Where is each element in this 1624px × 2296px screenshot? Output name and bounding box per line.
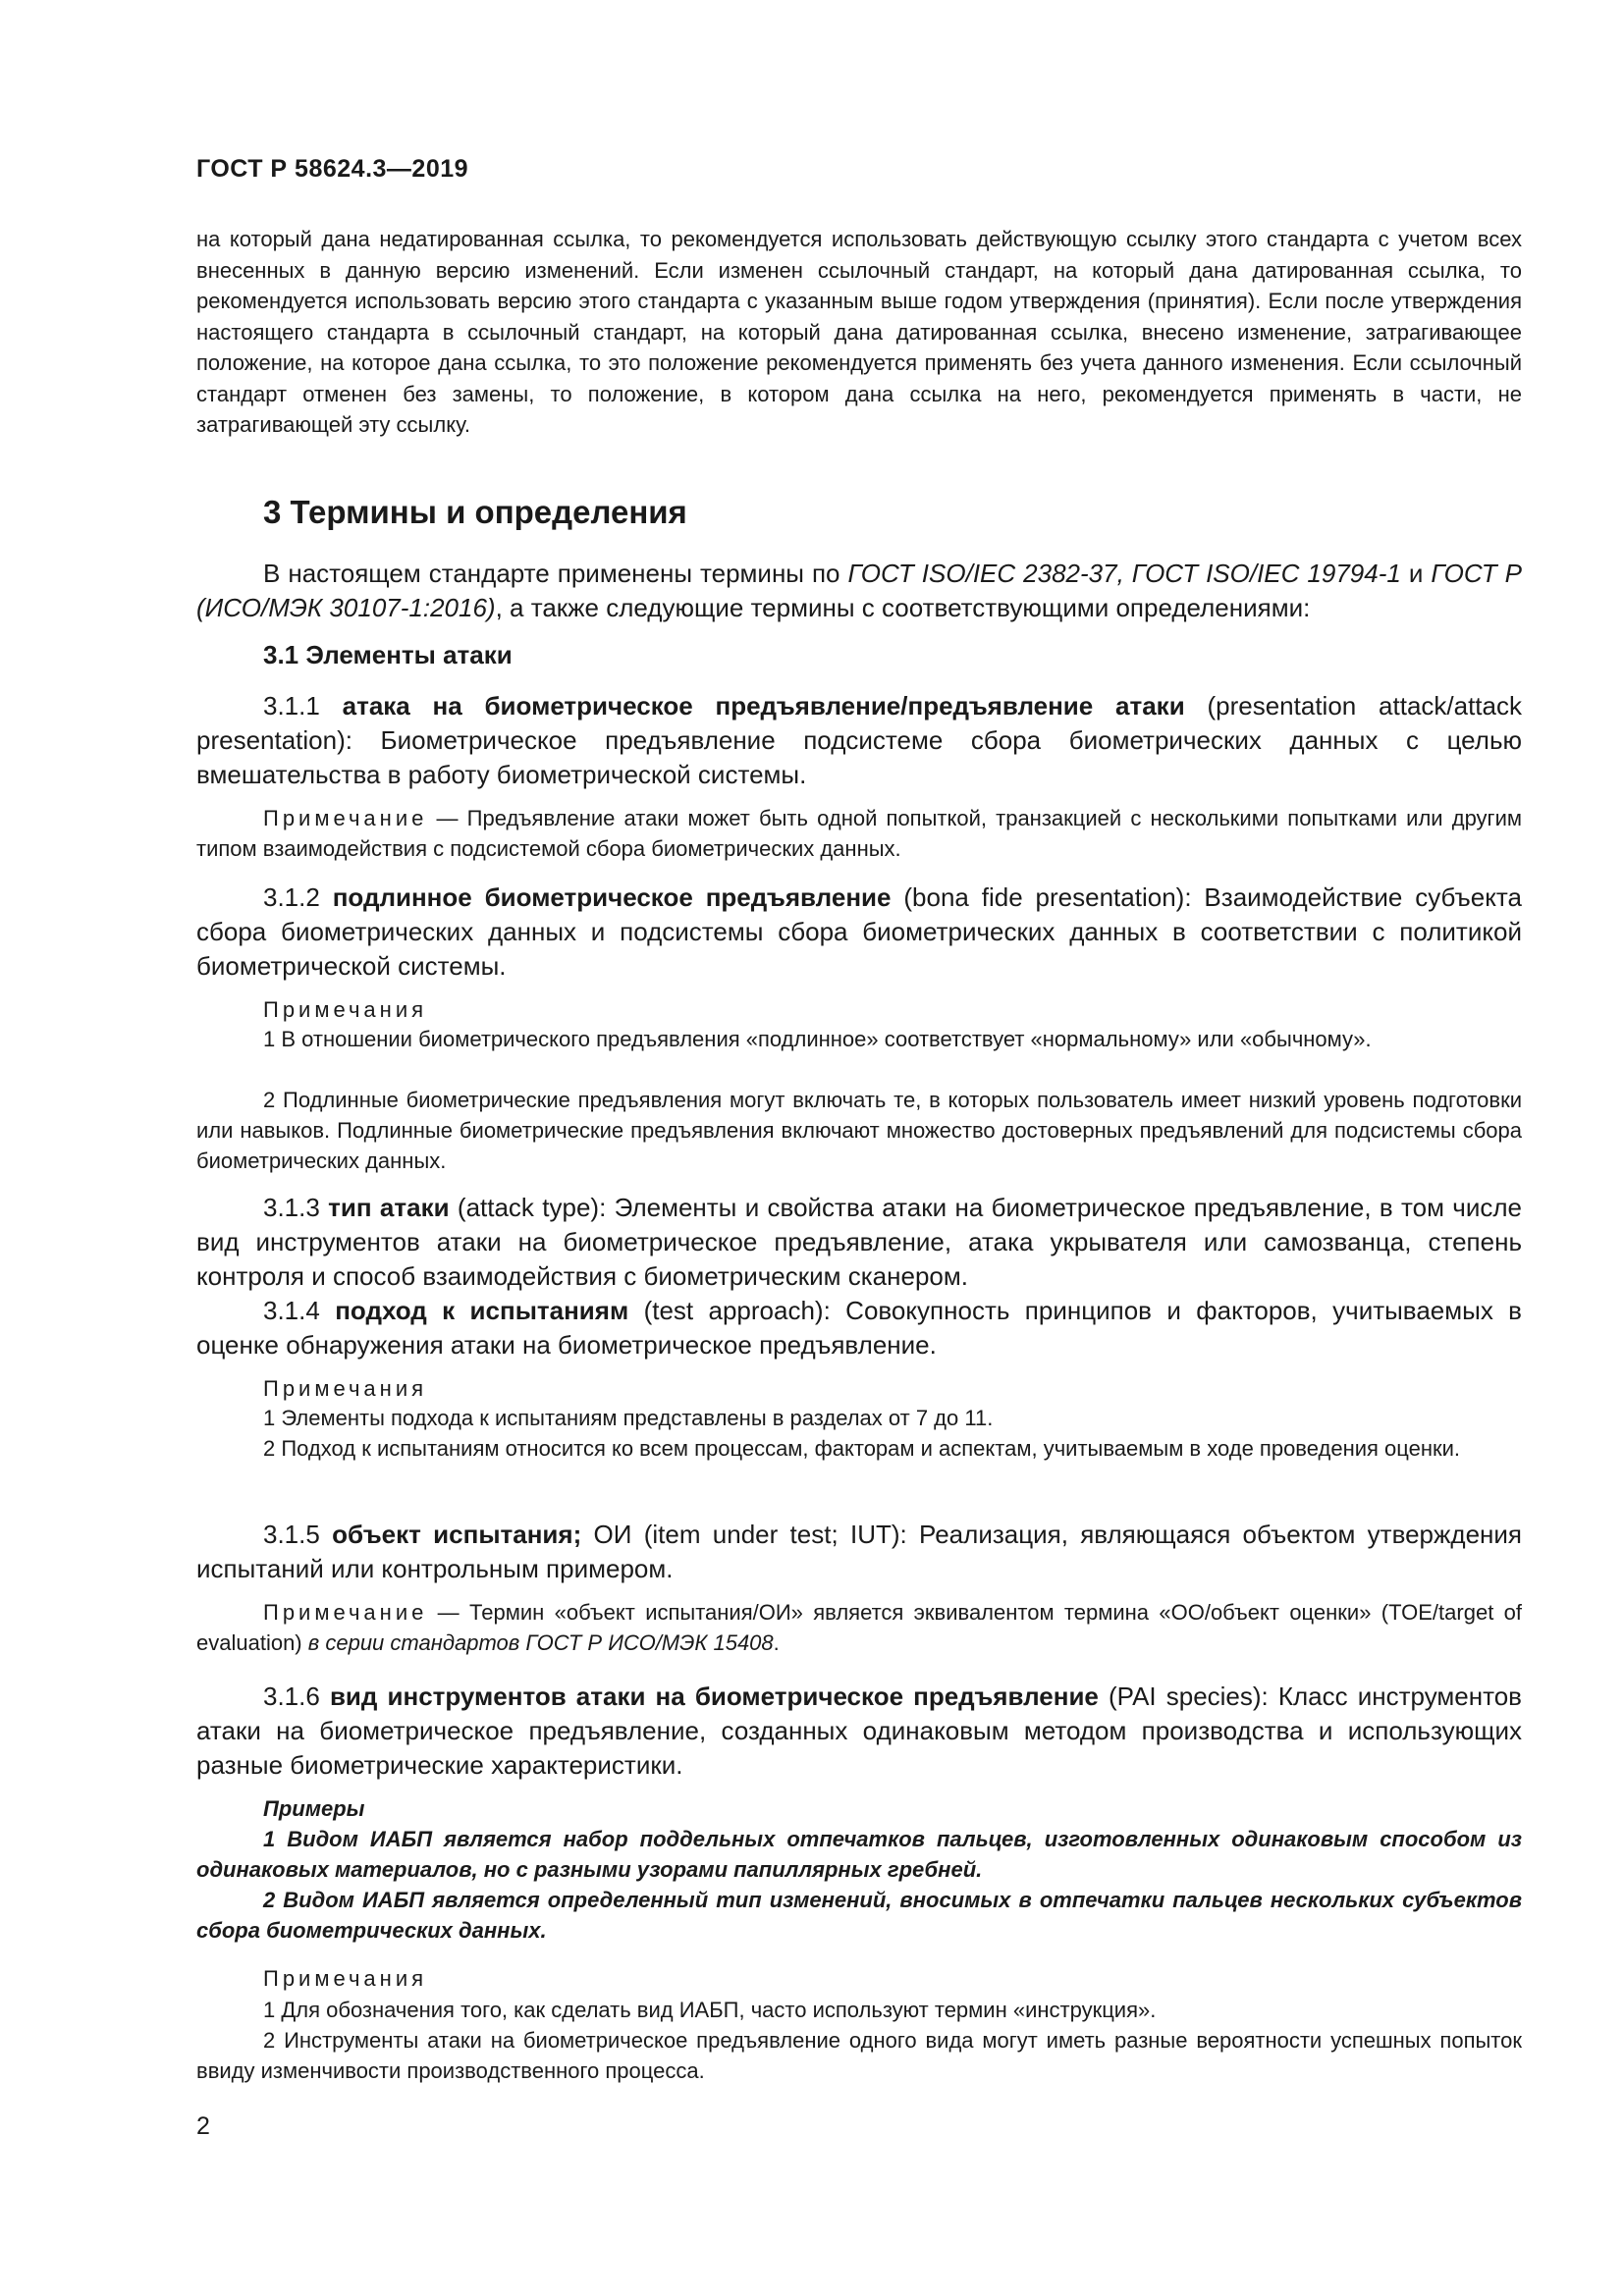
term-3-1-3 bbox=[196, 1191, 1522, 1294]
term-3-1-4-notes-label: Примечания bbox=[263, 1376, 428, 1401]
term-3-1-6 bbox=[196, 1680, 1522, 1783]
term-number: 3.1.3 bbox=[263, 1193, 329, 1222]
note-label: Примечание bbox=[263, 1600, 428, 1625]
term-3-1-1 bbox=[196, 689, 1522, 792]
term-name: вид инструментов атаки на биометрическое предъявление bbox=[329, 1682, 1099, 1711]
term-3-1-6-note-2: 2 Инструменты атаки на биометрическое предъявление одного вида могут иметь разные вероятности успешных попыток ввиду изменчивости производственного процесса. bbox=[196, 2028, 1522, 2083]
note-text: — Термин «объект испытания/ОИ» является эквивалентом термина «ОО/объект оценки» (TOE/target of evaluation) bbox=[196, 1600, 1522, 1655]
section-intro-and: и bbox=[1400, 559, 1432, 588]
term-definition: (test approach): Совокупность принципов и факторов, учитываемых в оценке обнаружения атаки на биометрическое предъявление. bbox=[196, 1296, 1522, 1360]
section-intro-lead: В настоящем стандарте применены термины по bbox=[263, 559, 848, 588]
term-3-1-2 bbox=[196, 881, 1522, 984]
term-name: тип атаки bbox=[328, 1193, 450, 1222]
term-3-1-5-note bbox=[196, 1597, 1522, 1658]
term-definition: (bona fide presentation): Взаимодействие субъекта сбора биометрических данных и подсистемы сбора биометрических данных в соответствии с политикой биометрической системы. bbox=[196, 882, 1522, 981]
term-definition: (presentation attack/attack presentation): Биометрическое предъявление подсистеме сбора биометрических данных с целью вмешательства в работу биометрической системы. bbox=[196, 691, 1522, 789]
term-name: подход к испытаниям bbox=[335, 1296, 629, 1325]
note-label: Примечание bbox=[263, 806, 428, 830]
term-3-1-5 bbox=[196, 1518, 1522, 1586]
term-3-1-4 bbox=[196, 1294, 1522, 1362]
term-name: объект испытания; bbox=[332, 1520, 582, 1549]
term-3-1-2-note-2: 2 Подлинные биометрические предъявления могут включать те, в которых пользователь имеет низкий уровень подготовки или навыков. Подлинные биометрические предъявления включают множество достоверных предъявлений для подсистемы сбора биометрических данных. bbox=[196, 1088, 1522, 1173]
term-number: 3.1.1 bbox=[263, 691, 343, 721]
section-intro bbox=[196, 557, 1522, 625]
term-3-1-2-note-1: 1 В отношении биометрического предъявления «подлинное» соответствует «нормальному» или «обычному». bbox=[263, 1027, 1372, 1051]
term-definition: (PAI species): Класс инструментов атаки на биометрическое предъявление, созданных одинаковым методом производства и использующих разные биометрические характеристики. bbox=[196, 1682, 1522, 1780]
section-intro-ref2: ГОСТ Р (ИСО/МЭК 30107-1:2016) bbox=[196, 559, 1522, 622]
page-number: 2 bbox=[196, 2112, 210, 2140]
term-number: 3.1.2 bbox=[263, 882, 333, 912]
term-3-1-6-examples-label: Примеры bbox=[263, 1796, 365, 1821]
term-3-1-6-example-2: 2 Видом ИАБП является определенный тип изменений, вносимых в отпечатки пальцев нескольких субъектов сбора биометрических данных. bbox=[196, 1888, 1522, 1943]
term-number: 3.1.5 bbox=[263, 1520, 333, 1549]
term-name: атака на биометрическое предъявление/предъявление атаки bbox=[342, 691, 1185, 721]
term-3-1-2-notes-label: Примечания bbox=[263, 997, 428, 1022]
term-name: подлинное биометрическое предъявление bbox=[332, 882, 892, 912]
term-3-1-6-example-1: 1 Видом ИАБП является набор поддельных отпечатков пальцев, изготовленных одинаковым способом из одинаковых материалов, но с разными узорами папиллярных гребней. bbox=[196, 1827, 1522, 1882]
note-text: — Предъявление атаки может быть одной попыткой, транзакцией с несколькими попытками или другим типом взаимодействия с подсистемой сбора биометрических данных. bbox=[196, 806, 1522, 861]
term-3-1-4-note-2: 2 Подход к испытаниям относится ко всем процессам, факторам и аспектам, учитываемым в ходе проведения оценки. bbox=[263, 1436, 1461, 1461]
section-title: 3 Термины и определения bbox=[263, 494, 687, 530]
term-3-1-1-note bbox=[196, 803, 1522, 864]
term-3-1-6-note-1: 1 Для обозначения того, как сделать вид ИАБП, часто используют термин «инструкция». bbox=[263, 1998, 1157, 2022]
term-3-1-4-note-1: 1 Элементы подхода к испытаниям представлены в разделах от 7 до 11. bbox=[263, 1406, 994, 1430]
section-intro-tail: , а также следующие термины с соответствующими определениями: bbox=[495, 593, 1311, 622]
term-3-1-6-notes-label: Примечания bbox=[263, 1966, 428, 1991]
document-header: ГОСТ Р 58624.3—2019 bbox=[196, 155, 469, 183]
subsection-title: 3.1 Элементы атаки bbox=[263, 640, 513, 669]
term-definition: ОИ (item under test; IUT): Реализация, являющаяся объектом утверждения испытаний или контрольным примером. bbox=[196, 1520, 1522, 1583]
term-number: 3.1.4 bbox=[263, 1296, 336, 1325]
term-definition: (attack type): Элементы и свойства атаки на биометрическое предъявление, в том числе вид инструментов атаки на биометрическое предъявление, атака укрывателя или самозванца, степень контроля и способ взаимодействия с биометрическим сканером. bbox=[196, 1193, 1523, 1291]
note-italic: в серии стандартов ГОСТ Р ИСО/МЭК 15408 bbox=[307, 1630, 774, 1655]
term-number: 3.1.6 bbox=[263, 1682, 330, 1711]
section-intro-refs: ГОСТ ISO/IEC 2382-37, ГОСТ ISO/IEC 19794-1 bbox=[847, 559, 1401, 588]
intro-paragraph: на который дана недатированная ссылка, то рекомендуется использовать действующую ссылку этого стандарта с учетом всех внесенных в данную версию изменений. Если изменен ссылочный стандарт, на который дана датированная ссылка, то рекомендуется использовать версию этого стандарта с указанным выше годом утверждения (принятия). Если после утверждения настоящего стандарта в ссылочный стандарт, на который дана датированная ссылка, внесено изменение, затрагивающее положение, на которое дана ссылка, то это положение рекомендуется применять без учета данного изменения. Если ссылочный стандарт отменен без замены, то положение, в котором дана ссылка на него, рекомендуется применять в части, не затрагивающей эту ссылку. bbox=[196, 227, 1522, 437]
note-end: . bbox=[773, 1630, 780, 1655]
